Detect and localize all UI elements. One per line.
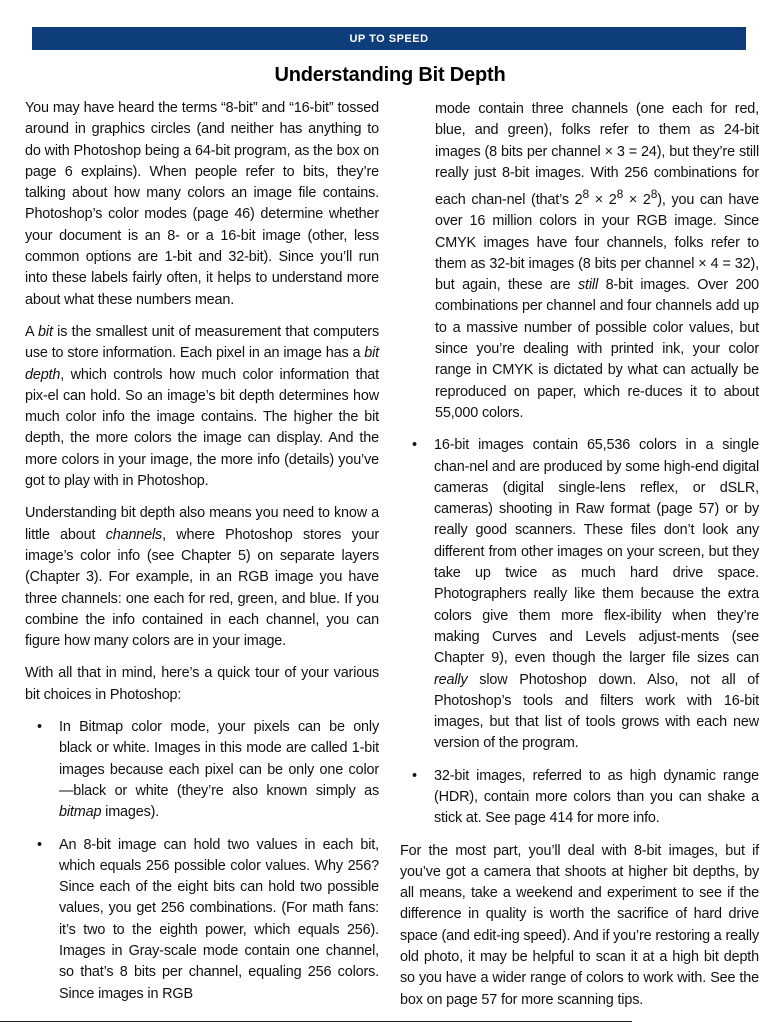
bullet-icon: • — [412, 437, 417, 454]
bit-definition-paragraph: A bit is the smallest unit of measurement that computers use to store information. Each pixel in an image has a bit depth, which controls how much color information that pix-el can hold. So an image’s bit depth determines how much color info the image contains. The higher the bit depth, the more colors the image can display. And the more colors in your image, the more info (details) you’ve got to play with in Photoshop. — [25, 323, 379, 490]
list-item: • In Bitmap color mode, your pixels can be only black or white. Images in this mode are called 1-bit images because each pixel can be only one color—black or white (they’re also known simply as bitmap images). — [37, 719, 379, 821]
list-item-continuation: mode contain three channels (one each for red, blue, and green), folks refer to them as 24-bit images (8 bits per channel × 3 = 24), but they’re still really just 8-bit images. With 256 combinations for each chan-nel (that’s $2^8 \times 2^8 \times 2^8$), you can have over 16 million colors in your RGB image. Since CMYK images have four channels, folks refer to them as 32-bit images (8 bits per channel × 4 = 32), but again, these are still 8-bit images. Over 200 combinations per channel and four channels add up to a massive number of possible color values, but since you’re dealing with printed ink, your color range in CMYK is dictated by what can actually be reproduced on paper, which re-duces it to about 55,000 colors. — [435, 101, 760, 421]
section-banner — [32, 27, 746, 50]
bullet-icon: • — [412, 767, 417, 784]
bottom-divider — [0, 1021, 632, 1022]
bullet-icon: • — [37, 836, 42, 853]
tour-intro-paragraph: With all that in mind, here’s a quick tour of your various bit choices in Photoshop: — [25, 665, 379, 703]
right-column — [400, 99, 759, 1022]
page-title: Understanding Bit Depth — [274, 64, 506, 86]
intro-paragraph: You may have heard the terms “8-bit” and “16-bit” tossed around in graphics circles (and neither has anything to do with Photoshop being a 64-bit program, as the box on page 6 explains). When people refer to bits, they’re talking about how many colors an image file contains. Photoshop’s color modes (page 46) determine whether your document is an 8- or a 16-bit image (other, less common options are 1-bit and 32-bit). Since you’ll run into these labels fairly often, it helps to understand more about what these numbers mean. — [25, 100, 379, 308]
channels-paragraph: Understanding bit depth also means you need to know a little about channels, where Photoshop stores your image’s color info (see Chapter 5) on separate layers (Chapter 3). For example, in an RGB image you have three channels: one each for red, green, and blue. If you combine the info contained in each channel, you can figure how many colors are in your image. — [25, 505, 379, 650]
banner-label: UP TO SPEED — [349, 32, 429, 45]
closing-paragraph: For the most part, you’ll deal with 8-bit images, but if you’ve got a camera that shoots at higher bit depths, by all means, take a weekend and experiment to see if the difference in quality is worth the sacrifice of hard drive space (and edit-ing speed). And if you’re restoring a really old photo, it may be helpful to scan it at a high bit depth so you have a wider range of colors to work with. See the box on page 57 for more scanning tips. — [400, 842, 759, 1008]
list-item: • An 8-bit image can hold two values in each bit, which equals 256 possible color values. Why 256? Since each of the eight bits can hold two possible values, you get 256 combinations. (For math fans: it’s two to the eighth power, which equals 256). Images in Gray-scale mode contain one channel, so that’s 8 bits per channel, equaling 256 colors. Since images in RGB — [37, 836, 379, 1002]
list-item: • 32-bit images, referred to as high dynamic range (HDR), contain more colors than you can shake a stick at. See page 414 for more info. — [412, 767, 759, 827]
list-item: • 16-bit images contain 65,536 colors in a single chan-nel and are produced by some high-end digital cameras (digital single-lens reflex, or dSLR, cameras) shooting in Raw format (page 57) or by really good scanners. These files don’t look any different from other images on your screen, but they take up twice as much hard drive space. Photographers really like them because the extra colors give them more flex-ibility when they’re making Curves and Levels adjust-ments (see Chapter 9), even though the larger file sizes can really slow Photoshop down. Also, not all of Photoshop’s tools and filters work with 16-bit images, but that list of tools grows with each new version of the program. — [412, 437, 759, 752]
bullet-icon: • — [37, 719, 42, 736]
left-column — [25, 98, 379, 1005]
